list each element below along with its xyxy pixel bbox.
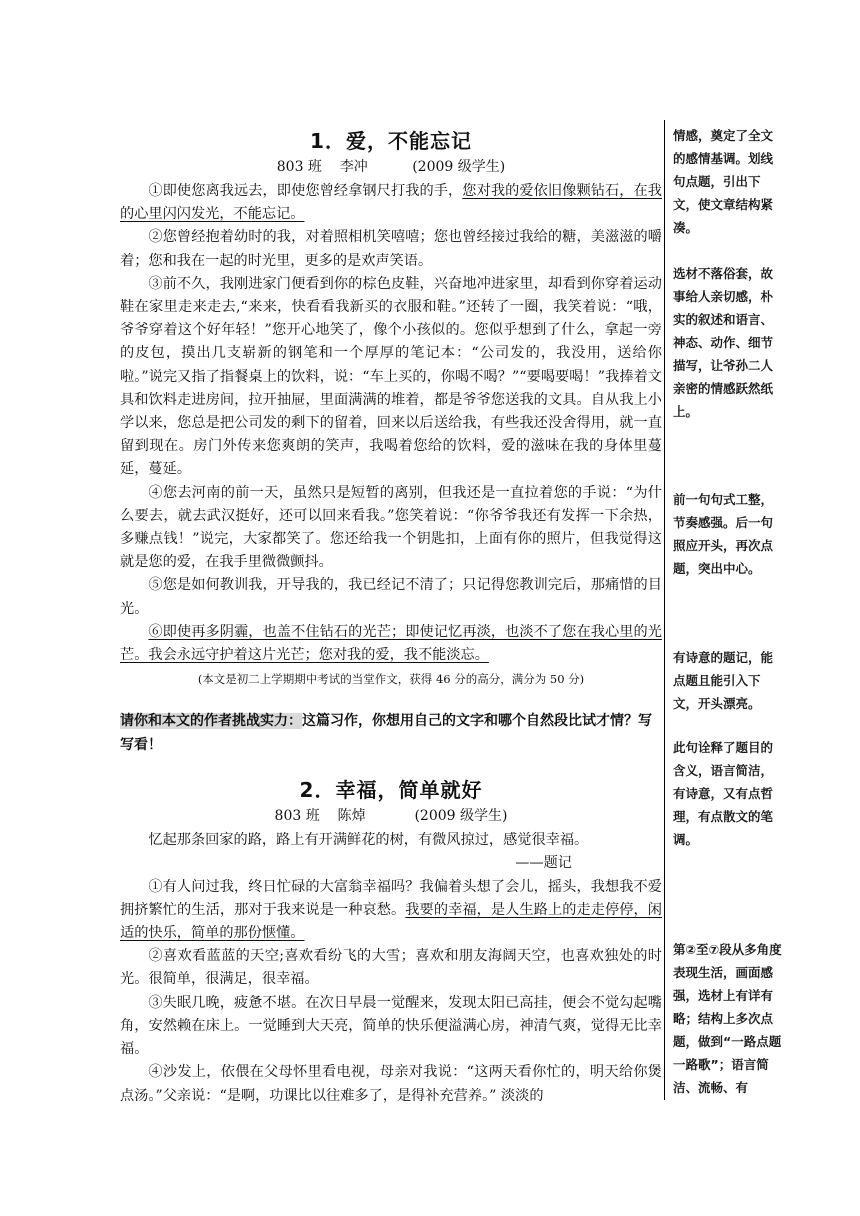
comment-2: 选材不落俗套，故事给人亲切感，朴实的叙述和语言、神态、动作、细节描写，让爷孙二人亲密的情感跃然纸上。: [673, 266, 774, 419]
margin-divider: [664, 120, 665, 1100]
article-2-paragraph-2: ②喜欢看蓝蓝的天空;喜欢看纷飞的大雪；喜欢和朋友海阔天空，也喜欢独处的时光。很简单，很满足，很幸福。: [120, 948, 662, 988]
article-1-byline: 803 班 李冲 (2009 级学生): [276, 159, 506, 175]
article-1-paragraph-3: ③前不久，我刚进家门便看到你的棕色皮鞋，兴奋地冲进家里，却看到你穿着运动鞋在家里走来走去,“来来，快看看我新买的衣服和鞋。”还转了一圈，我笑着说：“哦，爷爷穿着这个好年轻！”您开心地笑了，像个小孩似的。您似乎想到了什么，拿起一旁的皮包，摸出几支崭新的钢笔和一个厚厚的笔记本：“公司发的，我没用，送给你啦。”说完又指了指餐桌上的饮料，说：“车上买的，你喝不喝？”“要喝要喝！”我捧着文具和饮料走进房间，拉开抽屉，里面满满的堆着，都是爷爷您送我的文具。自从我上小学以来，您总是把公司发的剩下的留着，回来以后送给我，有些我还没舍得用，就一直留到现在。房门外传来您爽朗的笑声，我喝着您给的饮料，爱的滋味在我的身体里蔓延，蔓延。: [120, 275, 662, 478]
paragraph-text: ①有人问过我，终日忙碌的大富翁幸福吗？我偏着头想了会儿，摇头，我想我不爱拥挤繁忙的生活，那对于我来说是一种哀愁。: [120, 878, 662, 918]
article-1-paragraph-4: ④您去河南的前一天，虽然只是短暂的离别，但我还是一直拉着您的手说：“为什么要去，就去武汉挺好，还可以回来看我。”您笑着说：“你爷爷我还有发挥一下余热，多赚点钱！”说完，大家都笑了。您还给我一个钥匙扣，上面有你的照片，但我觉得这就是您的爱，在我手里微微颤抖。: [120, 484, 662, 571]
article-1-paragraph-1: [120, 180, 662, 226]
challenge-prompt: [120, 709, 662, 757]
comment-4: 有诗意的题记，能点题且能引入下文，开头漂亮。: [673, 650, 774, 711]
challenge-lead: 请你和本文的作者挑战实力：: [120, 713, 302, 730]
comment-3: 前一句句式工整，节奏感强。后一句照应开头，再次点题，突出中心。: [673, 492, 774, 576]
comment-5: 此句诠释了题目的含义，语言简洁，有诗意，又有点哲理，有点散文的笔调。: [673, 740, 774, 847]
article-1-title: 1．爱，不能忘记: [310, 129, 472, 153]
article-2-epigraph-sign: ——题记: [515, 855, 572, 872]
underlined-sentence: 我要的幸福，是人生路上的走走停停，闲适的快乐，简单的那份惬懂。: [120, 901, 662, 942]
paragraph-text: ①即使您离我远去，即使您曾经拿钢尺打我的手，: [148, 183, 463, 199]
comment-1: 情感，奠定了全文的感情基调。划线句点题，引出下文，使文章结构紧凑。: [673, 128, 774, 235]
article-1-paragraph-6: ⑥即使再多阴霾，也盖不住钻石的光芒；即使记忆再淡，也淡不了您在我心里的光芒。我会永远守护着这片光芒；您对我的爱，我不能淡忘。: [120, 623, 662, 664]
article-1-paragraph-2: ②您曾经抱着幼时的我，对着照相机笑嘻嘻；您也曾经接过我给的糖，美滋滋的嚼着；您和我在一起的时光里，更多的是欢声笑语。: [120, 229, 662, 269]
underlined-sentence: 您对我的爱依旧像颗钻石，在我的心里闪闪发光，不能忘记。: [120, 183, 662, 223]
article-2-paragraph-3: ③失眠几晚，疲惫不堪。在次日早晨一觉醒来，发现太阳已高挂，便会不觉勾起嘴角，安然赖在床上。一觉睡到大天亮，简单的快乐便溢满心房，神清气爽，觉得无比幸福。: [120, 994, 662, 1058]
article-2-title: 2．幸福，简单就好: [299, 778, 483, 803]
article-1-note: (本文是初二上学期期中考试的当堂作文，获得 46 分的高分，满分为 50 分): [197, 672, 585, 687]
comment-6: 第②至⑦段从多角度表现生活，画面感强，选材上有详有略；结构上多次点题，做到“一路点题一路歌”；语言简洁、流畅、有: [673, 942, 782, 1095]
article-2-paragraph-4: ④沙发上，依偎在父母怀里看电视，母亲对我说：“这两天看你忙的，明天给你煲点汤。”父亲说：“是啊，功课比以往难多了，是得补充营养。” 淡淡的: [120, 1064, 662, 1104]
article-2-paragraph-1: [120, 876, 662, 946]
article-1-paragraph-5: ⑤您是如何教训我，开导我的，我已经记不清了；只记得您教训完后，那痛惜的目光。: [120, 577, 662, 617]
challenge-text: 这篇习作，你想用自己的文字和哪个自然段比试才情？写写看！: [120, 713, 652, 754]
main-column: [120, 126, 662, 1108]
article-2-byline: 803 班 陈焯 (2009 级学生): [274, 808, 508, 825]
article-2-epigraph: 忆起那条回家的路，路上有开满鲜花的树，有微风掠过，感觉很幸福。: [148, 832, 589, 849]
